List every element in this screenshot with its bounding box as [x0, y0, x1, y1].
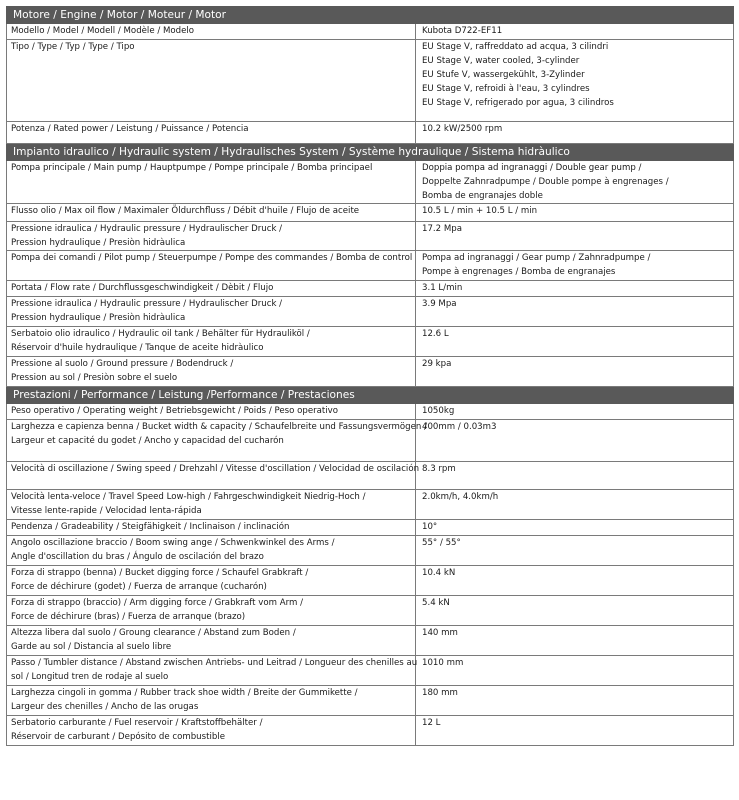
spec-label	[7, 490, 416, 520]
spec-row	[7, 251, 734, 281]
spec-label-line: Pressione idraulica / Hydraulic pressure / Hydraulischer Druck /	[11, 299, 283, 309]
spec-label	[7, 251, 416, 281]
spec-label-line: Pression hydraulique / Presiòn hidràulica	[11, 238, 186, 248]
spec-value-line: 29 kpa	[422, 359, 452, 369]
spec-value-line: 3.1 L/min	[422, 283, 463, 293]
spec-label-line: Larghezza cingoli in gomma / Rubber track shoe width / Breite der Gummikette /	[11, 688, 358, 698]
section-title: Motore / Engine / Motor / Moteur / Motor	[7, 7, 734, 24]
spec-label-line: Force de déchirure (godet) / Fuerza de arranque (cucharón)	[11, 582, 267, 592]
spec-label-line: Velocità lenta-veloce / Travel Speed Low-high / Fahrgeschwindigkeit Niedrig-Hoch /	[11, 492, 366, 502]
spec-label	[7, 596, 416, 626]
spec-label-line: Angolo oscillazione braccio / Boom swing ange / Schwenkwinkel des Arms /	[11, 538, 335, 548]
spec-row	[7, 222, 734, 251]
spec-value-line: Bomba de engranajes doble	[422, 191, 543, 201]
spec-value	[416, 251, 734, 281]
spec-value-line: 2.0km/h, 4.0km/h	[422, 492, 499, 502]
spec-label-line: Forza di strappo (benna) / Bucket digging force / Schaufel Grabkraft /	[11, 568, 309, 578]
spec-label	[7, 297, 416, 327]
spec-label-line: Pendenza / Gradeability / Steigfähigkeit / Inclinaison / inclinación	[11, 522, 290, 532]
spec-value-line: 180 mm	[422, 688, 458, 698]
spec-label	[7, 222, 416, 251]
spec-label-line: Velocità di oscillazione / Swing speed / Drehzahl / Vitesse d'oscillation / Velocidad de oscilación	[11, 464, 420, 474]
spec-label	[7, 566, 416, 596]
spec-label	[7, 357, 416, 387]
spec-label	[7, 420, 427, 462]
spec-label	[7, 204, 416, 222]
spec-value	[416, 520, 734, 536]
spec-value	[416, 327, 734, 357]
spec-label-line: Serbatoio olio idraulico / Hydraulic oil tank / Behälter für Hydrauliköl /	[11, 329, 310, 339]
spec-label	[7, 716, 416, 746]
spec-label-line: Passo / Tumbler distance / Abstand zwischen Antriebs- und Leitrad / Longueur des chenilles au	[11, 658, 418, 668]
spec-value-line: 8.3 rpm	[422, 464, 456, 474]
spec-label	[7, 520, 416, 536]
spec-row	[7, 462, 734, 490]
spec-label	[7, 462, 420, 490]
spec-label-line: Réservoir d'huile hydraulique / Tanque de aceite hidràulico	[11, 343, 264, 353]
spec-label-line: Vitesse lente-rapide / Velocidad lenta-rápida	[11, 506, 202, 516]
spec-row	[7, 596, 734, 626]
spec-label-line: Garde au sol / Distancia al suelo libre	[11, 642, 172, 652]
spec-label	[7, 536, 416, 566]
spec-value-line: EU Stage V, water cooled, 3-cylinder	[422, 56, 580, 66]
spec-label	[7, 281, 416, 297]
spec-label-line: Pression au sol / Presiòn sobre el suelo	[11, 373, 178, 383]
spec-row	[7, 520, 734, 536]
spec-label-line: Pression hydraulique / Presiòn hidràulica	[11, 313, 186, 323]
spec-value-line: Doppia pompa ad ingranaggi / Double gear pump /	[422, 163, 642, 173]
spec-value-line: Kubota D722-EF11	[422, 26, 503, 36]
spec-label-line: Pompa principale / Main pump / Hauptpumpe / Pompe principale / Bomba principael	[11, 163, 373, 173]
spec-value	[416, 536, 734, 566]
spec-label-line: Portata / Flow rate / Durchflussgeschwindigkeit / Dèbit / Flujo	[11, 283, 274, 293]
spec-value-line: 55° / 55°	[422, 538, 461, 548]
spec-row	[7, 161, 734, 204]
spec-value-line: 1050kg	[422, 406, 455, 416]
spec-value	[416, 686, 734, 716]
spec-value-line: 12.6 L	[422, 329, 449, 339]
spec-row	[7, 327, 734, 357]
spec-row	[7, 297, 734, 327]
spec-value-line: EU Stage V, raffreddato ad acqua, 3 cilindri	[422, 42, 609, 52]
spec-label	[7, 656, 416, 686]
spec-label-line: Serbatorio carburante / Fuel reservoir / Kraftstoffbehälter /	[11, 718, 263, 728]
spec-label	[7, 404, 416, 420]
spec-row	[7, 420, 734, 462]
spec-value-line: Pompe à engrenages / Bomba de engranajes	[422, 267, 616, 277]
spec-label	[7, 626, 416, 656]
spec-value	[416, 420, 734, 462]
spec-label	[7, 24, 416, 40]
spec-value	[416, 404, 734, 420]
spec-label	[7, 122, 416, 144]
spec-label-line: Peso operativo / Operating weight / Betriebsgewicht / Poids / Peso operativo	[11, 406, 339, 416]
spec-value	[416, 566, 734, 596]
spec-row	[7, 122, 734, 144]
spec-value	[416, 716, 734, 746]
spec-value	[416, 656, 734, 686]
spec-label-line: Force de déchirure (bras) / Fuerza de arranque (brazo)	[11, 612, 246, 622]
spec-value	[416, 490, 734, 520]
spec-value-line: 12 L	[422, 718, 441, 728]
spec-value	[416, 161, 734, 204]
spec-value-line: 5.4 kN	[422, 598, 450, 608]
spec-label-line: Potenza / Rated power / Leistung / Puissance / Potencia	[11, 124, 249, 134]
spec-label	[7, 40, 416, 122]
spec-label	[7, 161, 416, 204]
spec-value-line: 10.5 L / min + 10.5 L / min	[422, 206, 538, 216]
spec-value-line: 140 mm	[422, 628, 458, 638]
spec-value	[416, 40, 734, 122]
section-header	[7, 387, 734, 404]
section-header	[7, 144, 734, 161]
spec-value-line: EU Stage V, refroidi à l'eau, 3 cylindres	[422, 84, 590, 94]
spec-value	[416, 204, 734, 222]
spec-value-line: 400mm / 0.03m3	[422, 422, 497, 432]
spec-label-line: Modello / Model / Modell / Modèle / Modelo	[11, 26, 195, 36]
spec-label-line: Forza di strappo (braccio) / Arm digging force / Grabkraft vom Arm /	[11, 598, 303, 608]
spec-row	[7, 656, 734, 686]
spec-value	[416, 222, 734, 251]
spec-row	[7, 686, 734, 716]
spec-label-line: Altezza libera dal suolo / Groung clearance / Abstand zum Boden /	[11, 628, 296, 638]
spec-label-line: Tipo / Type / Typ / Type / Tipo	[11, 42, 135, 52]
spec-value-line: 10.2 kW/2500 rpm	[422, 124, 503, 134]
spec-row	[7, 24, 734, 40]
spec-value	[416, 281, 734, 297]
spec-value-line: Pompa ad ingranaggi / Gear pump / Zahnradpumpe /	[422, 253, 651, 263]
spec-value	[416, 626, 734, 656]
spec-value-line: 10.4 kN	[422, 568, 456, 578]
spec-label-line: Largeur des chenilles / Ancho de las orugas	[11, 702, 199, 712]
spec-label-line: Angle d'oscillation du bras / Ángulo de oscilación del brazo	[11, 552, 264, 562]
spec-value-line: 1010 mm	[422, 658, 464, 668]
spec-label	[7, 327, 416, 357]
spec-value	[416, 596, 734, 626]
spec-value-line: 10°	[422, 522, 438, 532]
spec-row	[7, 40, 734, 122]
spec-row	[7, 490, 734, 520]
spec-value	[416, 462, 734, 490]
spec-label-line: Réservoir de carburant / Depósito de combustible	[11, 732, 225, 742]
spec-value-line: 3.9 Mpa	[422, 299, 457, 309]
spec-value	[416, 297, 734, 327]
spec-label-line: Flusso olio / Max oil flow / Maximaler Öldurchfluss / Débit d'huile / Flujo de aceite	[11, 206, 360, 216]
spec-value	[416, 357, 734, 387]
spec-value-line: EU Stufe V, wassergekühlt, 3-Zylinder	[422, 70, 585, 80]
spec-row	[7, 204, 734, 222]
spec-row	[7, 357, 734, 387]
section-header	[7, 7, 734, 24]
spec-row	[7, 716, 734, 746]
spec-value	[416, 122, 734, 144]
section-title: Prestazioni / Performance / Leistung /Performance / Prestaciones	[7, 387, 734, 404]
spec-label	[7, 686, 416, 716]
spec-label-line: Pressione al suolo / Ground pressure / Bodendruck /	[11, 359, 234, 369]
spec-row	[7, 566, 734, 596]
spec-label-line: Pompa dei comandi / Pilot pump / Steuerpumpe / Pompe des commandes / Bomba de control	[11, 253, 413, 263]
spec-value	[416, 24, 734, 40]
spec-row	[7, 626, 734, 656]
section-title: Impianto idraulico / Hydraulic system / Hydraulisches System / Système hydraulique / Sistema hidràulico	[7, 144, 734, 161]
spec-label-line: Largeur et capacité du godet / Ancho y capacidad del cucharón	[11, 436, 284, 446]
spec-value-line: EU Stage V, refrigerado por agua, 3 cilindros	[422, 98, 614, 108]
spec-label-line: sol / Longitud tren de rodaje al suelo	[11, 672, 169, 682]
specification-table	[6, 6, 734, 746]
spec-row	[7, 536, 734, 566]
spec-label-line: Larghezza e capienza benna / Bucket width & capacity / Schaufelbreite und Fassungsvermögen /	[11, 422, 427, 432]
spec-row	[7, 404, 734, 420]
spec-value-line: Doppelte Zahnradpumpe / Double pompe à engrenages /	[422, 177, 669, 187]
spec-row	[7, 281, 734, 297]
spec-value-line: 17.2 Mpa	[422, 224, 463, 234]
spec-label-line: Pressione idraulica / Hydraulic pressure / Hydraulischer Druck /	[11, 224, 283, 234]
